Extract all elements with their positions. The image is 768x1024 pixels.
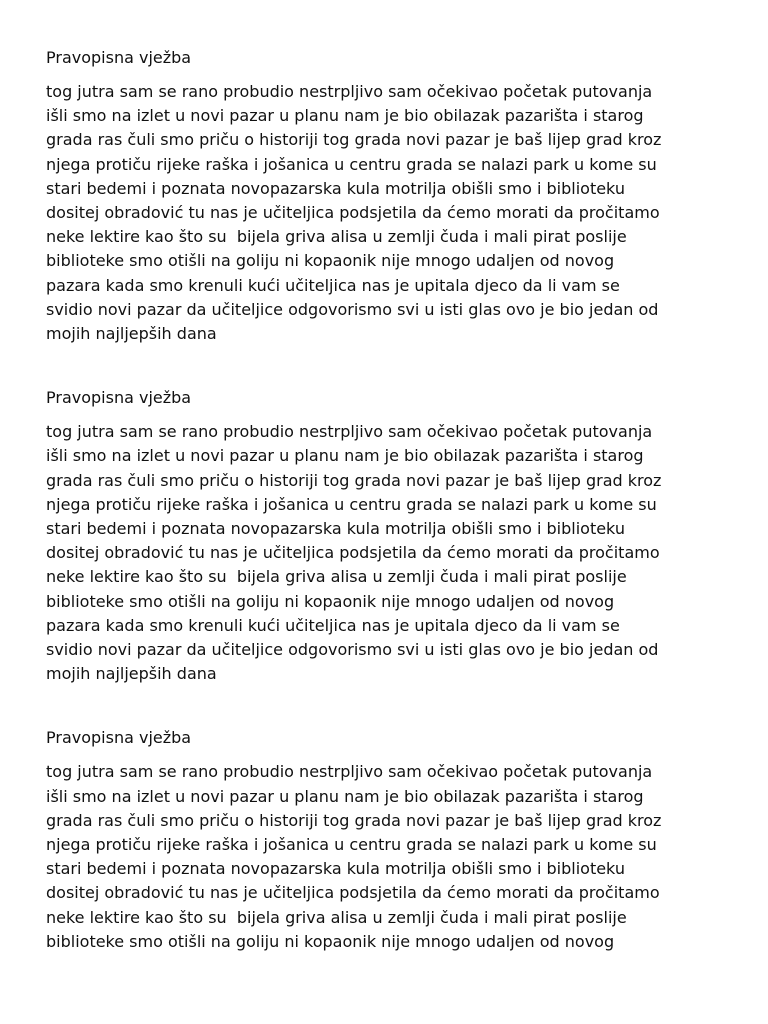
text-line: neke lektire kao što su bijela griva alisa u zemlji čuda i mali pirat poslije — [46, 907, 627, 927]
section-title: Pravopisna vježba — [46, 48, 192, 67]
text-line: dositej obradović tu nas je učiteljica podsjetila da ćemo morati da pročitamo — [46, 543, 660, 563]
text-line: tog jutra sam se rano probudio nestrpljivo sam očekivao početak putovanja — [46, 82, 653, 101]
text-line: išli smo na izlet u novi pazar u planu nam je bio obilazak pazarišta i starog — [46, 786, 644, 806]
text-line: stari bedemi i poznata novopazarska kula motrilja obišli smo i biblioteku — [46, 178, 625, 198]
text-line: neke lektire kao što su bijela griva alisa u zemlji čuda i mali pirat poslije — [46, 567, 627, 587]
text-line: dositej obradović tu nas je učiteljica podsjetila da ćemo morati da pročitamo — [46, 883, 660, 903]
section-body — [46, 760, 746, 954]
section-title: Pravopisna vježba — [46, 728, 192, 748]
text-line: dositej obradović tu nas je učiteljica podsjetila da ćemo morati da pročitamo — [46, 203, 660, 223]
exercise-section — [46, 46, 746, 346]
text-line: tog jutra sam se rano probudio nestrpljivo sam očekivao početak putovanja — [46, 762, 653, 782]
section-title: Pravopisna vježba — [46, 388, 192, 408]
exercise-section — [46, 726, 746, 954]
text-line: biblioteke smo otišli na goliju ni kopaonik nije mnogo udaljen od novog — [46, 251, 615, 271]
text-line: svidio novi pazar da učiteljice odgovorismo svi u isti glas ovo je bio jedan od — [46, 640, 659, 660]
document-page — [46, 46, 746, 994]
text-line: stari bedemi i poznata novopazarska kula motrilja obišli smo i biblioteku — [46, 859, 625, 879]
text-line: grada ras čuli smo priču o historiji tog grada novi pazar je baš lijep grad kroz — [46, 470, 662, 490]
section-body — [46, 80, 746, 346]
text-line: pazara kada smo krenuli kući učiteljica nas je upitala djeco da li vam se — [46, 275, 620, 295]
text-line: tog jutra sam se rano probudio nestrpljivo sam očekivao početak putovanja — [46, 422, 653, 442]
text-line: mojih najljepših dana — [46, 664, 217, 684]
text-line: njega protiču rijeke raška i jošanica u centru grada se nalazi park u kome su — [46, 154, 657, 174]
text-line: išli smo na izlet u novi pazar u planu nam je bio obilazak pazarišta i starog — [46, 446, 644, 466]
exercise-section — [46, 386, 746, 686]
text-line: grada ras čuli smo priču o historiji tog grada novi pazar je baš lijep grad kroz — [46, 810, 662, 830]
text-line: išli smo na izlet u novi pazar u planu nam je bio obilazak pazarišta i starog — [46, 106, 644, 126]
text-line: grada ras čuli smo priču o historiji tog grada novi pazar je baš lijep grad kroz — [46, 130, 662, 150]
text-line: njega protiču rijeke raška i jošanica u centru grada se nalazi park u kome su — [46, 835, 657, 855]
section-body — [46, 420, 746, 686]
text-line: njega protiču rijeke raška i jošanica u centru grada se nalazi park u kome su — [46, 494, 657, 514]
text-line: biblioteke smo otišli na goliju ni kopaonik nije mnogo udaljen od novog — [46, 591, 615, 611]
text-line: biblioteke smo otišli na goliju ni kopaonik nije mnogo udaljen od novog — [46, 931, 615, 951]
text-line: stari bedemi i poznata novopazarska kula motrilja obišli smo i biblioteku — [46, 519, 625, 539]
text-line: pazara kada smo krenuli kući učiteljica nas je upitala djeco da li vam se — [46, 615, 620, 635]
text-line: mojih najljepših dana — [46, 324, 217, 344]
text-line: svidio novi pazar da učiteljice odgovorismo svi u isti glas ovo je bio jedan od — [46, 299, 659, 319]
text-line: neke lektire kao što su bijela griva alisa u zemlji čuda i mali pirat poslije — [46, 227, 627, 247]
